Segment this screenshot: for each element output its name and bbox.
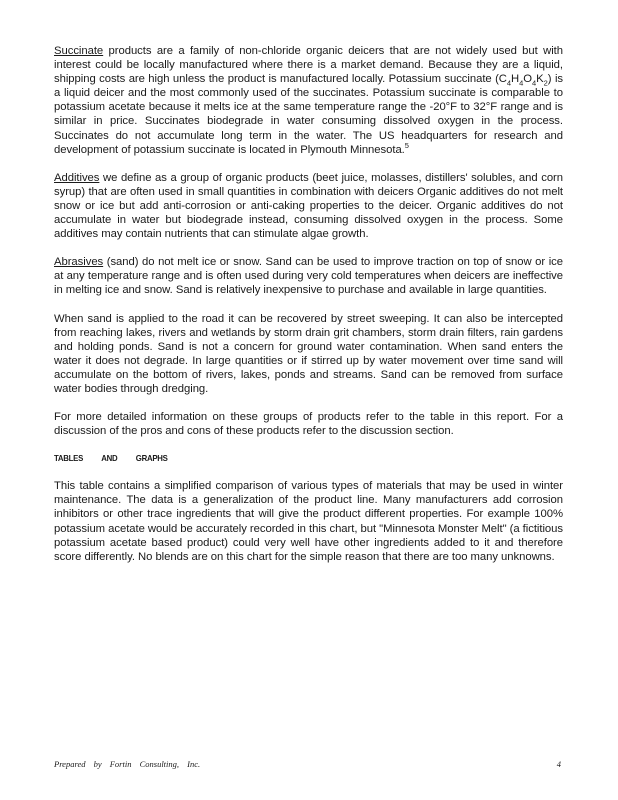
succinate-text-part-1: products are a family of non-chloride organic deicers that are not widely used but with interest could be locally manufactured where there is a market demand. Because they are a liquid, shipping costs are high unless the product is manufactured locally. Potassium succinate (C xyxy=(54,45,563,86)
succinate-text-part-5: ) is a liquid deicer and the most commonly used of the succinates. Potassium succinate is comparable to potassium acetate because it melts ice at the same temperature range the -20°F to 32°F range and is similar in price. Succinates biodegrade in water consuming dissolved oxygen in the process. Succinates do not accumulate long term in the water. The US headquarters for research and development of potassium succinate is located in Plymouth Minnesota. xyxy=(54,73,563,156)
page-footer xyxy=(54,758,563,770)
formula-subscript-c: 4 xyxy=(506,78,512,88)
footer-page-number: 4 xyxy=(556,759,561,769)
document-body xyxy=(54,44,563,578)
succinate-text-part-3: O xyxy=(523,73,533,86)
formula-subscript-h: 4 xyxy=(519,78,524,88)
abrasives-text: (sand) do not melt ice or snow. Sand can be used to improve traction on top of snow or ice at any temperature range and is often used during very cold temperatures when deicers are ineffective in melting ice and snow. Sand is relatively inexpensive to purchase and available in large quantities. xyxy=(54,256,563,297)
abrasives-paragraph xyxy=(54,255,563,297)
footnote-reference[interactable]: 5 xyxy=(404,140,409,150)
more-info-paragraph: For more detailed information on these groups of products refer to the table in this report. For a discussion of the pros and cons of these products refer to the discussion section. xyxy=(54,411,563,438)
sand-applied-paragraph: When sand is applied to the road it can be recovered by street sweeping. It can also be intercepted from reaching lakes, rivers and wetlands by storm drain grit chambers, storm drain filters, rain gardens and holding ponds. Sand is not a concern for ground water contamination. When sand enters the water it does not degrade. In large quantities or if stirred up by water movement over time sand will accumulate on the bottom of rivers, lakes, ponds and streams. Sand can be removed from surface water bodies through dredging. xyxy=(54,312,563,395)
formula-subscript-o: 4 xyxy=(532,78,537,88)
formula-subscript-k: 2 xyxy=(543,78,548,88)
succinate-text-part-2: H xyxy=(511,73,520,86)
succinate-text-part-4: K xyxy=(536,73,544,86)
additives-text: we define as a group of organic products (beet juice, molasses, distillers' solubles, and corn syrup) that are often used in small quantities in combination with deicers Organic additives do not melt snow or ice but add anti-corrosion or anti-caking properties to the deicer. Organic additives do not accumulate in water but biodegrade instead, consuming dissolved oxygen in the process. Some additives may contain nutrients that can stimulate algae growth. xyxy=(54,171,563,241)
table-intro-paragraph: This table contains a simplified comparison of various types of materials that may be used in winter maintenance. The data is a generalization of the product line. Many manufacturers add corrosion inhibitors or other trace ingredients that will give the product different properties. For example 100% potassium acetate would be accurately recorded in this chart, but "Minnesota Monster Melt" (a fictitious potassium acetate based product) could very well have other ingredients added to it and therefore score differently. No blends are on this chart for the simple reason that there are too many unknowns. xyxy=(54,480,563,563)
succinate-term: Succinate xyxy=(54,45,104,57)
section-heading-tables-and-graphs: TABLES AND GRAPHS xyxy=(54,453,168,464)
succinate-paragraph xyxy=(54,44,563,157)
footer-prepared-by: Prepared by Fortin Consulting, Inc. xyxy=(54,759,201,769)
abrasives-term: Abrasives xyxy=(54,256,104,269)
additives-paragraph xyxy=(54,171,563,241)
additives-term: Additives xyxy=(54,171,100,184)
